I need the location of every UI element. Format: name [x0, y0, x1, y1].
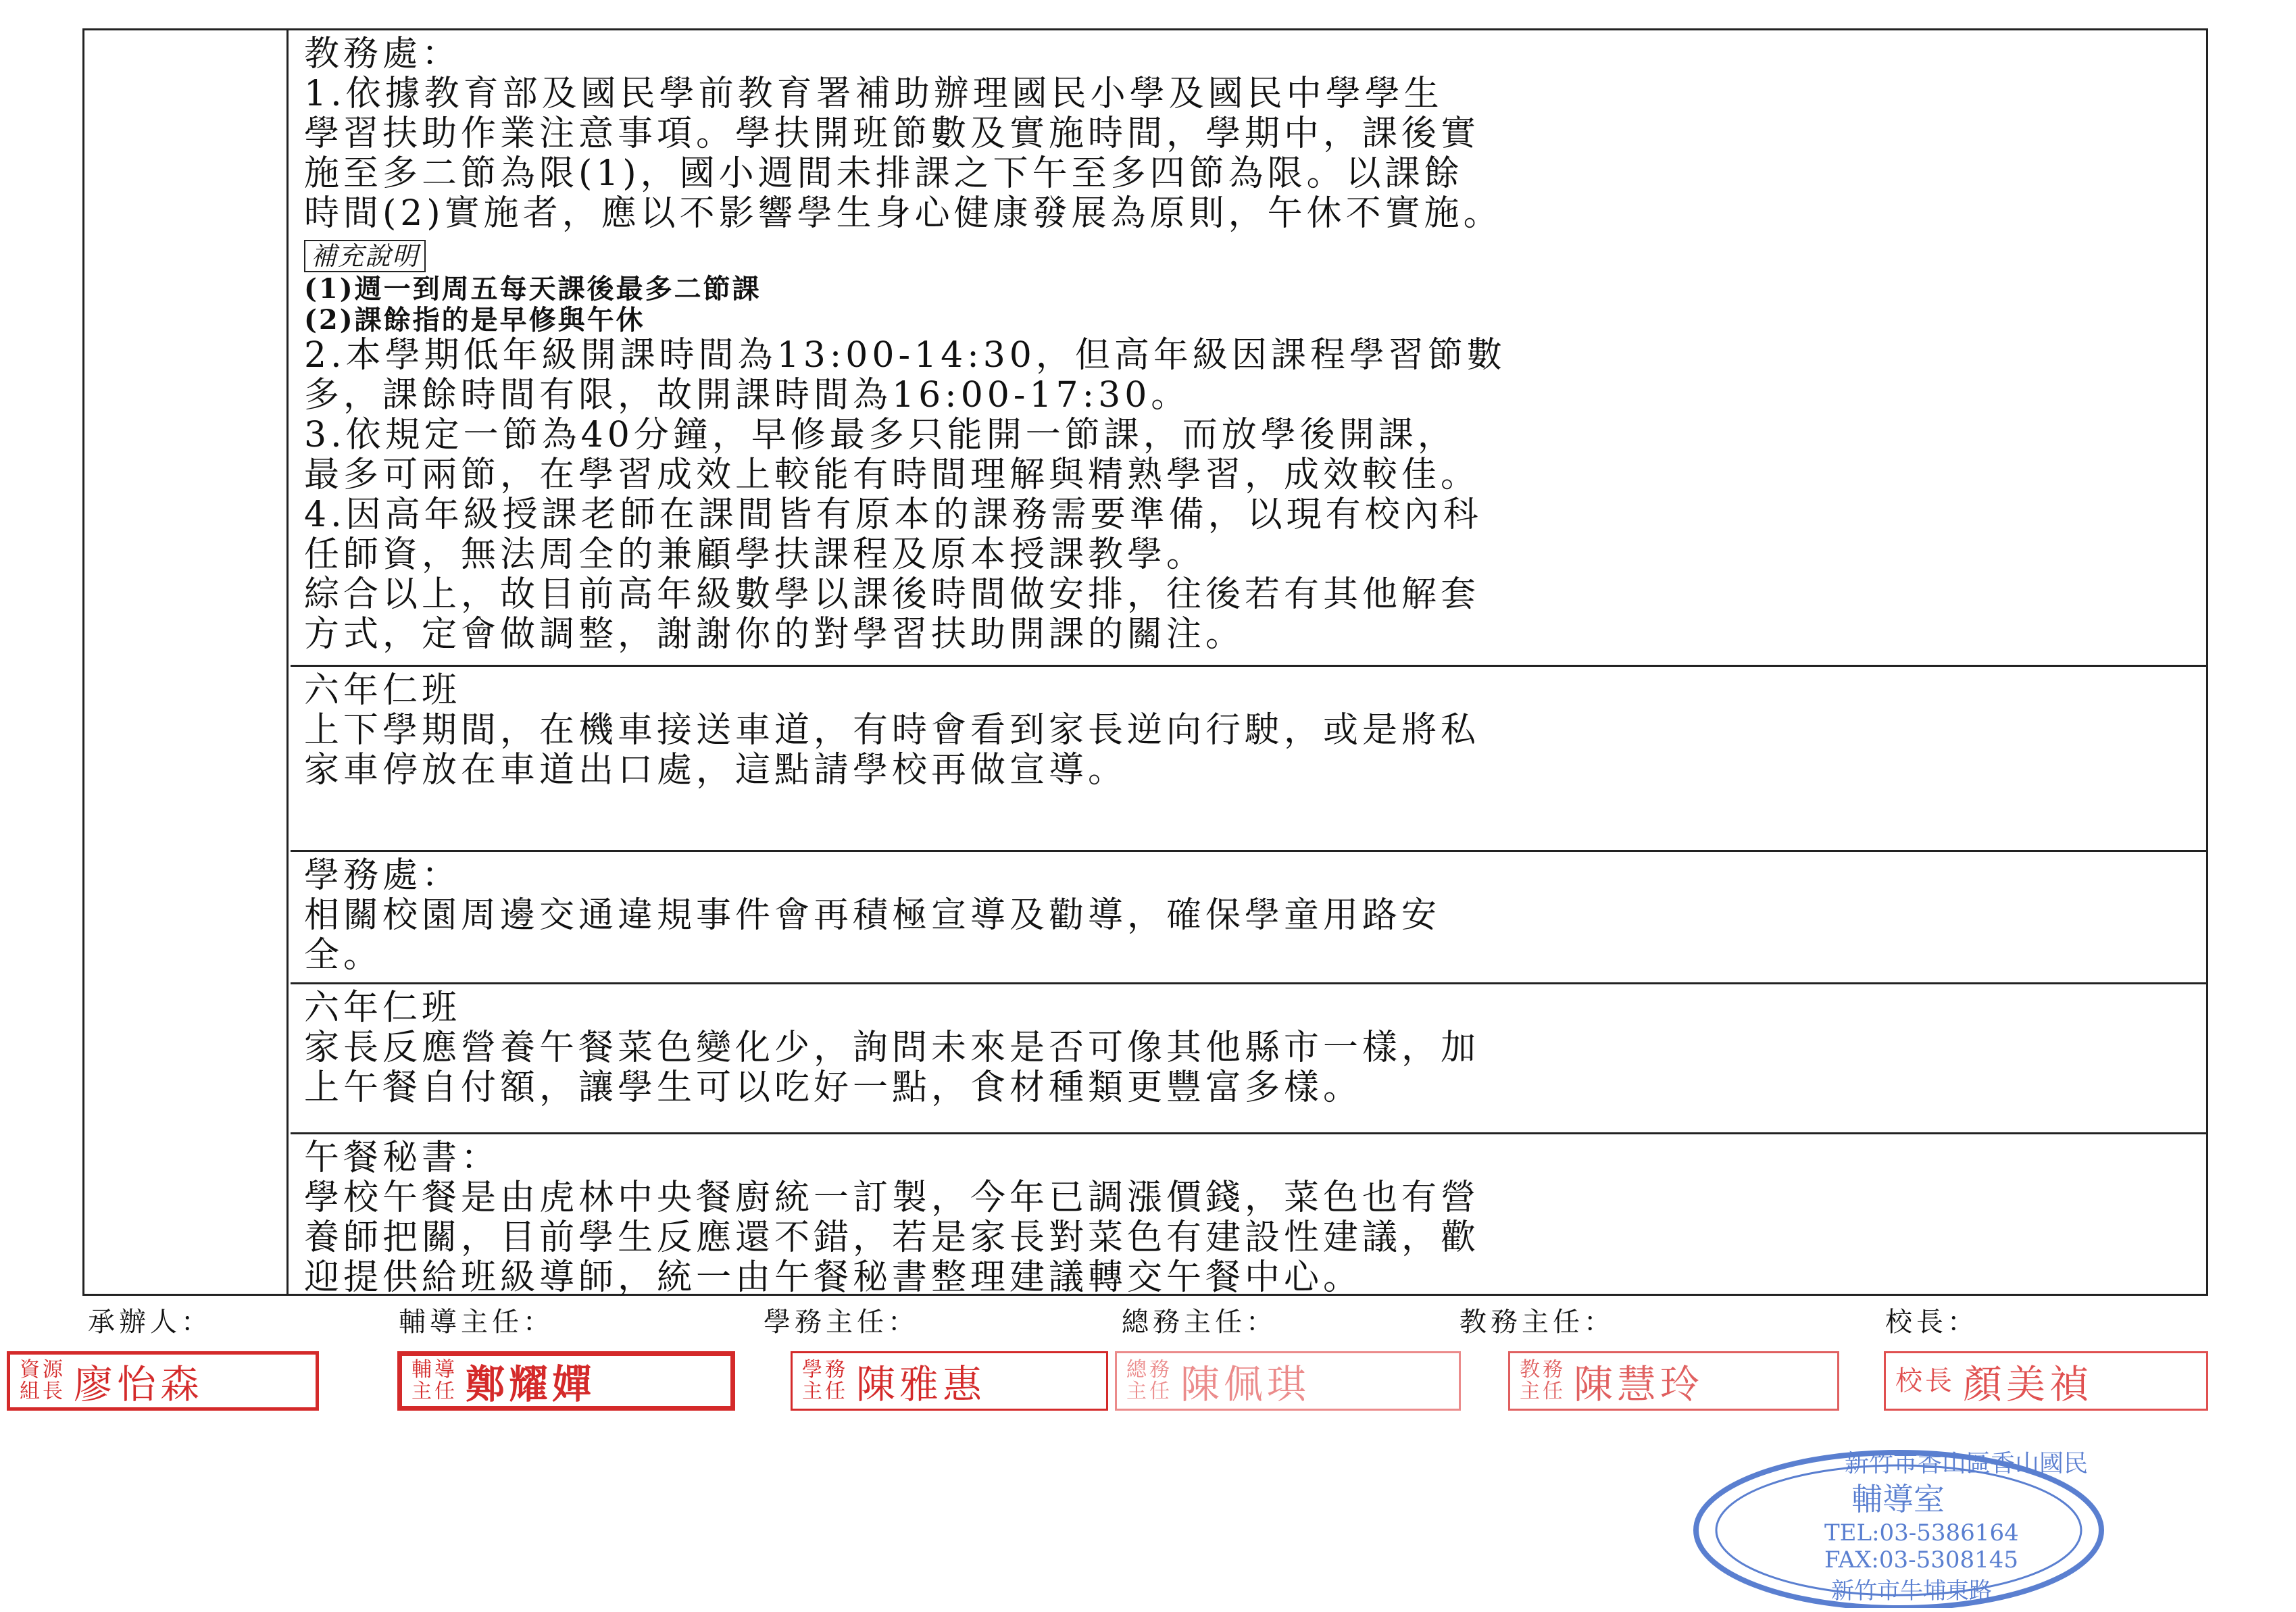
supplementary-note-label: 補充說明: [304, 240, 426, 272]
reply-line: 2.本學期低年級開課時間為13:00-14:30，但高年級因課程學習節數: [304, 335, 1506, 376]
reply-line: 相關校園周邊交通違規事件會再積極宣導及勸導，確保學童用路安: [304, 895, 1441, 936]
reply-line: 多，課餘時間有限，故開課時間為16:00-17:30。: [304, 375, 1191, 415]
reply-line: 時間(2)實施者，應以不影響學生身心健康發展為原則，午休不實施。: [304, 193, 1503, 234]
seal-office-name: 輔導室: [1851, 1481, 1945, 1517]
section-heading: 學務處：: [304, 855, 461, 896]
seal-arc-text: 新竹市香山區香山國民: [1845, 1450, 2089, 1478]
principal-stamp: 校長 顏美禎: [1884, 1351, 2208, 1411]
general-affairs-director-label: 總務主任：: [1122, 1307, 1277, 1338]
note-line: (2)課餘指的是早修與午休: [304, 304, 645, 336]
resource-leader-stamp: 資源 組長 廖怡森: [7, 1351, 319, 1411]
signature-row: [0, 1301, 2296, 1341]
reply-line: 迎提供給班級導師，統一由午餐秘書整理建議轉交午餐中心。: [304, 1257, 1363, 1298]
reply-line: 1.依據教育部及國民學前教育署補助辦理國民小學及國民中學學生: [304, 74, 1443, 114]
question-line: 家車停放在車道出口處，這點請學校再做宣導。: [304, 750, 1128, 790]
question-line: 家長反應營養午餐菜色變化少，詢問未來是否可像其他縣市一樣，加: [304, 1028, 1480, 1068]
student-affairs-director-label: 學務主任：: [764, 1307, 919, 1338]
principal-label: 校長：: [1885, 1307, 1978, 1338]
reply-line: 施至多二節為限(1)，國小週間未排課之下午至多四節為限。以課餘: [304, 153, 1464, 194]
section-heading: 六年仁班: [304, 670, 461, 711]
reply-line: 4.因高年級授課老師在課間皆有原本的課務需要準備，以現有校內科: [304, 495, 1482, 535]
content-column: [291, 30, 2206, 1298]
section-heading: 教務處：: [304, 34, 461, 74]
lunch-secretary-reply-cell: [291, 1134, 2206, 1296]
section-heading: 午餐秘書：: [304, 1138, 501, 1178]
class-question-cell: [291, 667, 2206, 852]
seal-address: 新竹市牛埔東路: [1831, 1578, 1992, 1605]
reply-line: 養師把關，目前學生反應還不錯，若是家長對菜色有建設性建議，歡: [304, 1217, 1480, 1258]
reply-line: 學習扶助作業注意事項。學扶開班節數及實施時間，學期中，課後實: [304, 114, 1480, 154]
note-line: (1)週一到周五每天課後最多二節課: [304, 273, 762, 305]
counseling-director-stamp: 輔導 主任 鄭耀嬋: [397, 1351, 735, 1411]
handler-label: 承辦人：: [88, 1307, 212, 1338]
academic-affairs-director-stamp: 教務 主任 陳慧玲: [1508, 1351, 1839, 1411]
question-line: 上下學期間，在機車接送車道，有時會看到家長逆向行駛，或是將私: [304, 710, 1480, 751]
section-heading: 六年仁班: [304, 988, 461, 1028]
counseling-director-label: 輔導主任：: [399, 1307, 554, 1338]
minutes-table: [82, 28, 2208, 1296]
question-line: 上午餐自付額，讓學生可以吃好一點，食材種類更豐富多樣。: [304, 1067, 1363, 1108]
student-affairs-director-stamp: 學務 主任 陳雅惠: [791, 1351, 1108, 1411]
left-column: [84, 30, 289, 1294]
student-affairs-reply-cell: [291, 852, 2206, 984]
academic-affairs-reply-cell: [291, 30, 2206, 667]
reply-line: 3.依規定一節為40分鐘，早修最多只能開一節課，而放學後開課，: [304, 415, 1457, 455]
reply-line: 全。: [304, 935, 383, 976]
seal-tel: TEL:03-5386164: [1824, 1519, 2019, 1546]
reply-line: 方式，定會做調整，謝謝你的對學習扶助開課的關注。: [304, 614, 1245, 655]
general-affairs-director-stamp: 總務 主任 陳佩琪: [1115, 1351, 1461, 1411]
counseling-office-seal: [1689, 1439, 2108, 1608]
reply-line: 學校午餐是由虎林中央餐廚統一訂製，今年已調漲價錢，菜色也有營: [304, 1178, 1480, 1218]
reply-line: 綜合以上，故目前高年級數學以課後時間做安排，往後若有其他解套: [304, 574, 1480, 615]
lunch-question-cell: [291, 984, 2206, 1134]
reply-line: 最多可兩節，在學習成效上較能有時間理解與精熟學習，成效較佳。: [304, 455, 1480, 495]
seal-fax: FAX:03-5308145: [1824, 1546, 2019, 1573]
reply-line: 任師資，無法周全的兼顧學扶課程及原本授課教學。: [304, 534, 1206, 575]
academic-affairs-director-label: 教務主任：: [1459, 1307, 1615, 1338]
